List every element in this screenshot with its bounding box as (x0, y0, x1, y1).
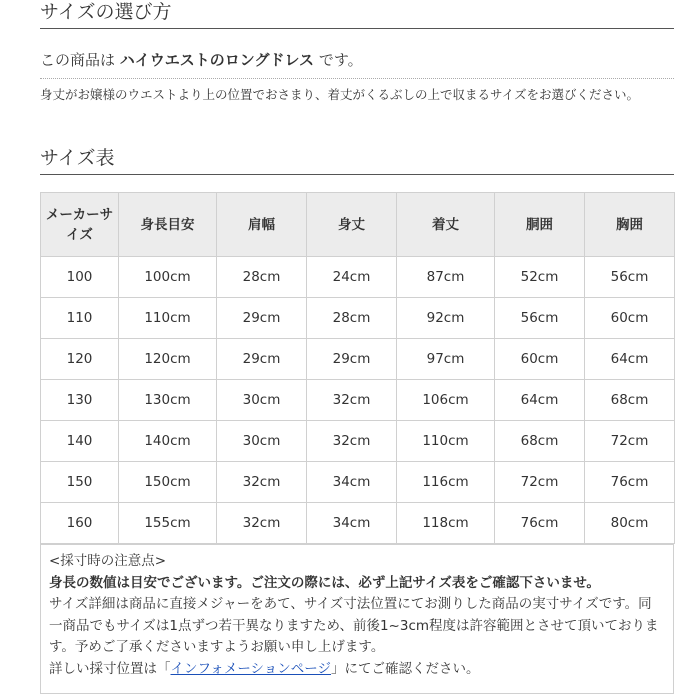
table-row (41, 462, 675, 503)
table-cell: 116cm (397, 462, 495, 503)
header-chest: 胸囲 (585, 193, 675, 257)
table-cell: 110cm (397, 421, 495, 462)
header-body-length: 身丈 (307, 193, 397, 257)
header-shoulder: 肩幅 (217, 193, 307, 257)
table-cell: 76cm (585, 462, 675, 503)
table-cell: 68cm (495, 421, 585, 462)
table-cell: 118cm (397, 503, 495, 544)
table-cell: 60cm (495, 339, 585, 380)
table-cell: 29cm (217, 339, 307, 380)
header-waist: 胴囲 (495, 193, 585, 257)
product-lead (40, 50, 363, 70)
table-cell: 80cm (585, 503, 675, 544)
table-cell: 130cm (119, 380, 217, 421)
size-table (40, 192, 675, 544)
measurement-notes (40, 544, 674, 694)
table-row (41, 298, 675, 339)
table-cell: 29cm (217, 298, 307, 339)
table-cell: 52cm (495, 257, 585, 298)
table-cell: 28cm (307, 298, 397, 339)
lead-product-type: ハイウエストのロングドレス (119, 51, 315, 69)
table-cell: 140 (41, 421, 119, 462)
header-total-length: 着丈 (397, 193, 495, 257)
table-cell: 160 (41, 503, 119, 544)
table-cell: 68cm (585, 380, 675, 421)
table-cell: 100cm (119, 257, 217, 298)
table-cell: 29cm (307, 339, 397, 380)
table-cell: 60cm (585, 298, 675, 339)
section-title-size-chart: サイズ表 (40, 146, 674, 175)
table-cell: 56cm (585, 257, 675, 298)
table-cell: 72cm (585, 421, 675, 462)
lead-prefix: この商品は (40, 51, 120, 69)
table-cell: 24cm (307, 257, 397, 298)
notes-heading: <採寸時の注意点> (49, 553, 167, 569)
notes-link-line (49, 659, 665, 681)
table-cell: 34cm (307, 462, 397, 503)
table-cell: 32cm (217, 462, 307, 503)
table-cell: 130 (41, 380, 119, 421)
table-cell: 100 (41, 257, 119, 298)
link-suffix: 」にてご確認ください。 (331, 660, 480, 677)
section-title-size-guide: サイズの選び方 (40, 0, 674, 29)
table-cell: 87cm (397, 257, 495, 298)
table-cell: 32cm (307, 421, 397, 462)
table-cell: 64cm (585, 339, 675, 380)
table-row (41, 339, 675, 380)
table-cell: 110 (41, 298, 119, 339)
table-row (41, 421, 675, 462)
table-cell: 92cm (397, 298, 495, 339)
table-header-row (41, 193, 675, 257)
table-cell: 28cm (217, 257, 307, 298)
table-cell: 30cm (217, 421, 307, 462)
table-row (41, 380, 675, 421)
table-cell: 150cm (119, 462, 217, 503)
table-cell: 97cm (397, 339, 495, 380)
table-cell: 34cm (307, 503, 397, 544)
link-prefix: 詳しい採寸位置は「 (49, 660, 171, 677)
header-height: 身長目安 (119, 193, 217, 257)
table-cell: 150 (41, 462, 119, 503)
table-cell: 30cm (217, 380, 307, 421)
table-cell: 32cm (307, 380, 397, 421)
table-cell: 110cm (119, 298, 217, 339)
lead-suffix: です。 (314, 51, 363, 69)
table-cell: 32cm (217, 503, 307, 544)
table-cell: 120 (41, 339, 119, 380)
table-cell: 76cm (495, 503, 585, 544)
table-cell: 106cm (397, 380, 495, 421)
table-row (41, 257, 675, 298)
table-cell: 56cm (495, 298, 585, 339)
table-cell: 64cm (495, 380, 585, 421)
notes-important: 身長の数値は目安でございます。ご注文の際には、必ず上記サイズ表をご確認下さいませ。 (49, 574, 600, 591)
table-cell: 120cm (119, 339, 217, 380)
table-row (41, 503, 675, 544)
table-cell: 140cm (119, 421, 217, 462)
dotted-divider (40, 78, 674, 79)
information-page-link[interactable]: インフォメーションページ (170, 660, 332, 677)
size-advice: 身丈がお嬢様のウエストより上の位置でおさまり、着丈がくるぶしの上で収まるサイズをお選びください。 (40, 87, 640, 102)
table-cell: 72cm (495, 462, 585, 503)
header-maker-size: メーカーサイズ (41, 193, 119, 257)
notes-body: サイズ詳細は商品に直接メジャーをあて、サイズ寸法位置にてお測りした商品の実寸サイズです。同一商品でもサイズは1点ずつ若干異なりますため、前後1~3cm程度は許容範囲とさせて頂いております。予めご了承くださいますようお願い申し上げます。 (49, 596, 659, 655)
table-cell: 155cm (119, 503, 217, 544)
